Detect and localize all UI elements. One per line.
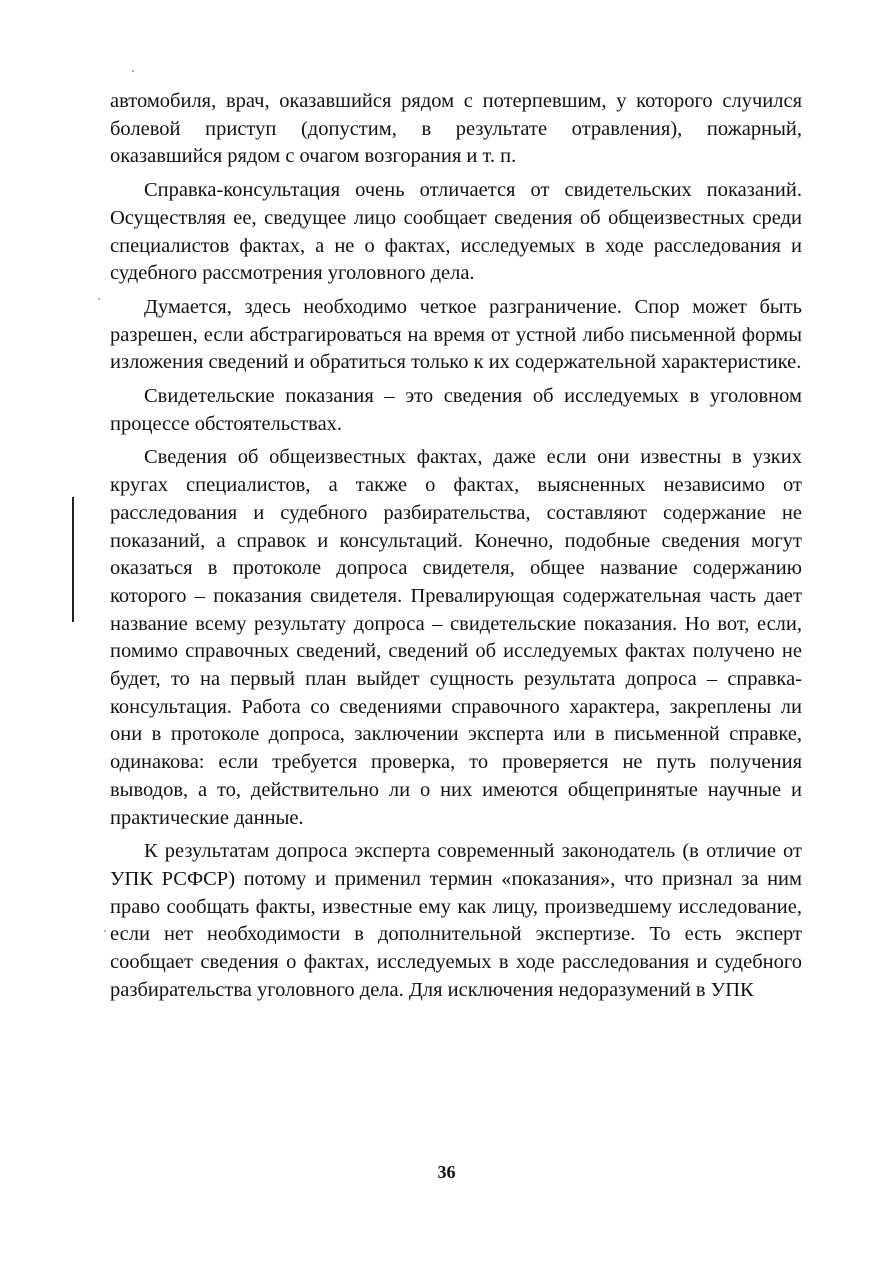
page-body — [110, 88, 802, 1011]
margin-scan-mark — [72, 497, 74, 622]
paragraph-5: Сведения об общеизвестных фактах, даже если они известны в узких кругах специалистов, а также о фактах, выясненных независимо от расследования и судебного разбирательства, составляют содержание не показаний, а справок и консультаций. Конечно, подобные сведения могут оказаться в протоколе допроса свидетеля, общее название содержанию которого – показания свидетеля. Превалирующая содержательная часть дает название всему результату допроса – свидетельские показания. Но вот, если, помимо справочных сведений, сведений об исследуемых фактах получено не будет, то на первый план выйдет сущность результата допроса – справка-консультация. Работа со сведениями справочного характера, закреплены ли они в протоколе допроса, заключении эксперта или в письменной справке, одинакова: если требуется проверка, то проверяется не путь получения выводов, а то, действительно ли о них имеются общепринятые научные и практические данные. — [110, 446, 802, 829]
paragraph-1: автомобиля, врач, оказавшийся рядом с потерпевшим, у которого случился болевой приступ (допустим, в результате отравления), пожарный, оказавшийся рядом с очагом возгорания и т. п. — [110, 90, 802, 168]
scan-speck — [98, 298, 100, 300]
paragraph-4: Свидетельские показания – это сведения об исследуемых в уголовном процессе обстоятельствах. — [110, 385, 802, 435]
paragraph-3: Думается, здесь необходимо четкое разграничение. Спор может быть разрешен, если абстрагироваться на время от устной либо письменной формы изложения сведений и обратиться только к их содержательной характеристике. — [110, 295, 802, 374]
paragraph-6: К результатам допроса эксперта современный законодатель (в отличие от УПК РСФСР) потому и применил термин «показания», что признал за ним право сообщать факты, известные ему как лицу, произведшему исследование, если нет необходимости в дополнительной экспертизе. То есть эксперт сообщает сведения о фактах, исследуемых в ходе расследования и судебного разбирательства уголовного дела. Для исключения недоразумений в УПК — [110, 840, 802, 1001]
paragraph-2: Справка-консультация очень отличается от свидетельских показаний. Осуществляя ее, сведущее лицо сообщает сведения об общеизвестных среди специалистов фактах, а не о фактах, исследуемых в ходе расследования и судебного рассмотрения уголовного дела. — [110, 179, 802, 285]
scan-speck — [104, 930, 106, 932]
scan-speck — [132, 70, 134, 72]
page-number: 36 — [437, 1162, 456, 1182]
